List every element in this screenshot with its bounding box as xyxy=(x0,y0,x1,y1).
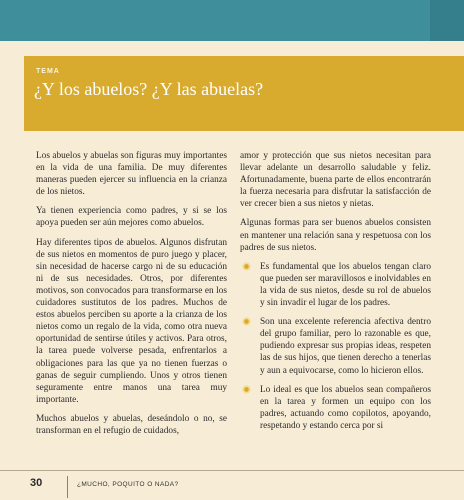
list-item-text: Es fundamental que los abuelos tengan claro que pueden ser maravillosos e inolvidables en la vida de sus nietos, desde su rol de abuelos y sin invadir el lugar de los padres. xyxy=(260,261,431,309)
page-title: ¿Y los abuelos? ¿Y las abuelas? xyxy=(34,79,264,99)
paragraph: Los abuelos y abuelas son figuras muy importantes en la vida de una familia. De muy diferentes maneras pueden ejercer su influencia en la crianza de los nietos. xyxy=(36,151,227,198)
paragraph: Algunas formas para ser buenos abuelos consisten en mantener una relación sana y respetuosa con los padres de sus nietos. xyxy=(240,218,431,253)
paragraph: Muchos abuelos y abuelas, deseándolo o no, se transforman en el refugio de cuidados, xyxy=(36,413,227,436)
sun-bullet-icon xyxy=(242,317,251,326)
list-item-text: Lo ideal es que los abuelos sean compañeros en la tarea y formen un equipo con los padres, actuando como copilotos, apoyando, respetando y estando cerca por si xyxy=(260,384,431,431)
paragraph: Ya tienen experiencia como padres, y si se los apoya pueden ser aún mejores como abuelos. xyxy=(36,206,227,229)
tips-list xyxy=(240,261,431,432)
paragraph: amor y protección que sus nietos necesitan para llevar adelante un desarrollo saludable y feliz. Afortunadamente, buena parte de ellos encontrarán la fuerza necesaria para disfrutar la satisfacción de ver crecer bien a sus nietos y nietas. xyxy=(240,151,431,210)
footer-separator xyxy=(67,476,68,498)
topic-banner xyxy=(24,56,464,131)
list-item xyxy=(240,261,431,309)
list-item xyxy=(240,316,431,376)
text-column-left xyxy=(36,150,227,444)
running-title: ¿MUCHO, POQUITO O NADA? xyxy=(77,481,179,488)
header-corner-tab xyxy=(430,0,464,41)
paragraph: Hay diferentes tipos de abuelos. Algunos disfrutan de sus nietos en momentos de puro juego y placer, sin necesidad de hacerse cargo ni de su educación ni de sus necesidades. Otros, por diferentes motivos, son convocados para transformarse en los cuidadores sustitutos de los padres. Muchos de estos abuelos perciben su aporte a la crianza de los nietos como un regalo de la vida, como otra nueva oportunidad de sentirse útiles y activos. Para otros, la tarea puede volverse pesada, enfrentarlos a obligaciones para las que ya no tienen fuerzas o ganas de seguir cumpliendo. Unos y otros tienen seguramente entre manos una tarea muy importante. xyxy=(36,237,227,405)
footer-rule xyxy=(0,470,464,471)
sun-bullet-icon xyxy=(242,262,251,271)
topic-label: TEMA xyxy=(36,68,60,75)
top-header-bar xyxy=(0,0,464,41)
page-number: 30 xyxy=(30,477,43,489)
sun-bullet-icon xyxy=(242,385,251,394)
list-item-text: Son una excelente referencia afectiva dentro del grupo familiar, pero lo razonable es que, pudiendo expresar sus propias ideas, respeten las de sus hijos, que tienen derecho a tenerlas y aun a equivocarse, como lo hicieron ellos. xyxy=(260,317,431,376)
text-column-right xyxy=(240,150,431,439)
list-item xyxy=(240,384,431,432)
